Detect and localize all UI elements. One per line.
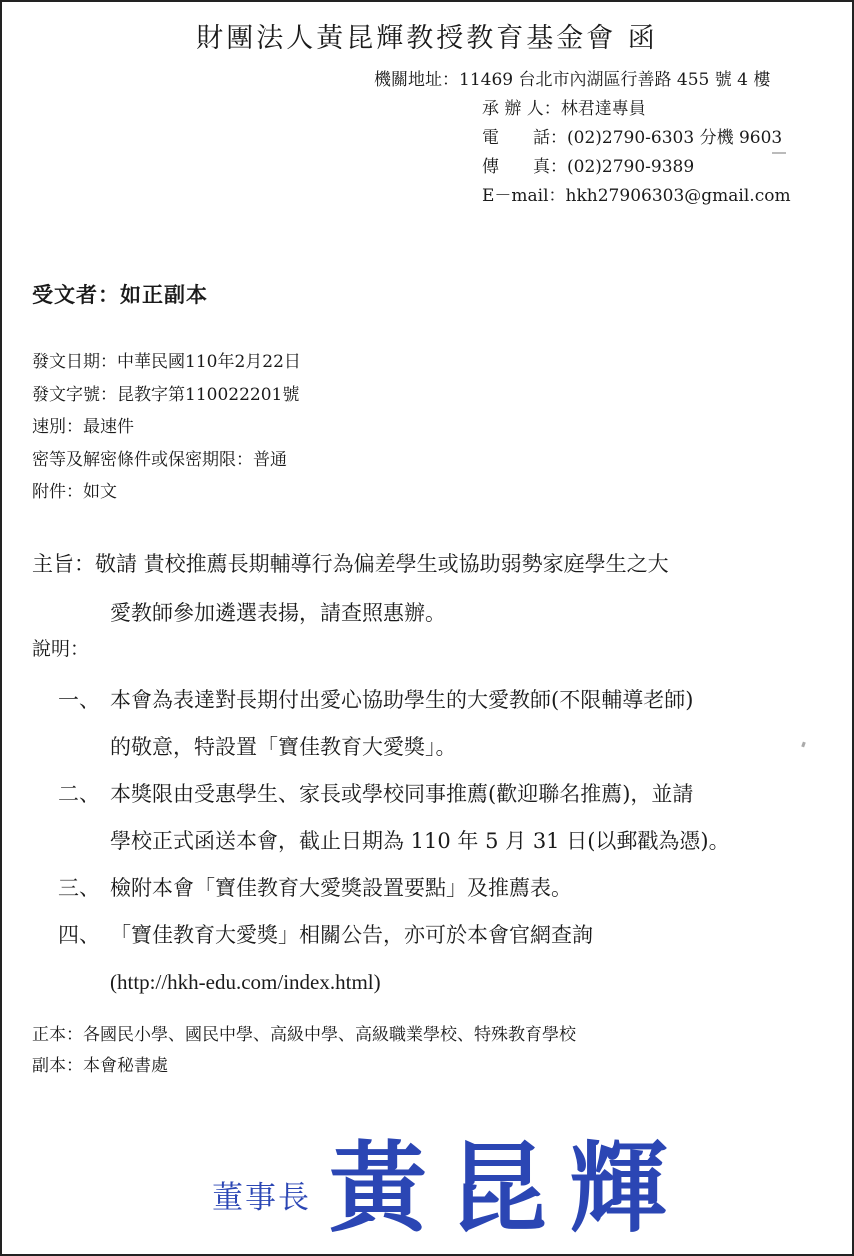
signature-stamp (212, 1131, 690, 1246)
document-title: 財團法人黃昆輝教授教育基金會 函 (196, 23, 658, 54)
handler-row (374, 95, 791, 124)
item-line: 檢附本會「寶佳教育大愛獎設置要點」及推薦表。 (110, 876, 572, 900)
recipient: 受文者：如正副本 (32, 282, 208, 307)
contact-block (374, 66, 791, 211)
phone-row (374, 124, 791, 153)
item-line: 的敬意，特設置「寶佳教育大愛獎」。 (110, 735, 457, 759)
security-level: 密等及解密條件或保密期限：普通 (32, 449, 287, 470)
item-line: 本獎限由受惠學生、家長或學校同事推薦(歡迎聯名推薦)，並請 (110, 782, 694, 806)
email-value: hkh27906303@gmail.com (565, 186, 791, 206)
website-link[interactable]: (http://hkh-edu.com/index.html) (110, 970, 381, 994)
signature-role: 董事長 (212, 1179, 311, 1216)
item-number: 三、 (58, 876, 100, 900)
description-item (58, 677, 838, 771)
subject-label: 主旨： (32, 552, 95, 576)
description-heading: 說明： (32, 638, 90, 660)
item-number: 二、 (58, 782, 100, 806)
handler-value: 林君達專員 (560, 99, 646, 119)
item-line: 「寶佳教育大愛獎」相關公告，亦可於本會官網查詢 (110, 923, 593, 947)
scan-speck (772, 152, 786, 154)
address-value: 11469 台北市內湖區行善路 455 號 4 樓 (459, 70, 771, 90)
subject-line-2: 愛教師參加遴選表揚，請查照惠辦。 (110, 601, 446, 625)
signature-name: 黃昆輝 (329, 1131, 690, 1246)
copies-block (32, 1020, 576, 1082)
address-label: 機關地址： (374, 70, 459, 90)
description-item (58, 912, 838, 959)
fax-row (374, 153, 791, 182)
issue-date: 發文日期：中華民國110年2月22日 (32, 352, 301, 372)
original-recipients: 正本：各國民小學、國民中學、高級中學、高級職業學校、特殊教育學校 (32, 1025, 576, 1045)
item-line: 學校正式函送本會，截止日期為 110 年 5 月 31 日(以郵戳為憑)。 (110, 829, 730, 853)
attachment: 附件：如文 (32, 482, 117, 502)
phone-label: 電 話： (482, 128, 567, 148)
fax-label: 傳 真： (482, 157, 567, 177)
meta-block (32, 346, 301, 509)
description-list (58, 677, 838, 1006)
email-label: E－mail： (482, 186, 566, 206)
item-line: 本會為表達對長期付出愛心協助學生的大愛教師(不限輔導老師) (110, 688, 694, 712)
subject-block (32, 540, 832, 638)
fax-value: (02)2790-9389 (567, 157, 695, 177)
document-number: 發文字號：昆教字第110022201號 (32, 384, 300, 405)
description-item (58, 865, 838, 912)
address-row (374, 66, 791, 95)
handler-label: 承 辦 人： (482, 99, 561, 119)
copy-recipients: 副本：本會秘書處 (32, 1056, 168, 1076)
delivery-speed: 速別：最速件 (32, 417, 134, 437)
item-number: 一、 (58, 688, 100, 712)
email-row (374, 182, 791, 211)
item-number: 四、 (58, 923, 100, 947)
subject-line-1: 敬請 貴校推薦長期輔導行為偏差學生或協助弱勢家庭學生之大 (95, 552, 669, 576)
phone-value: (02)2790-6303 分機 9603 (567, 128, 783, 148)
description-item (58, 771, 838, 865)
